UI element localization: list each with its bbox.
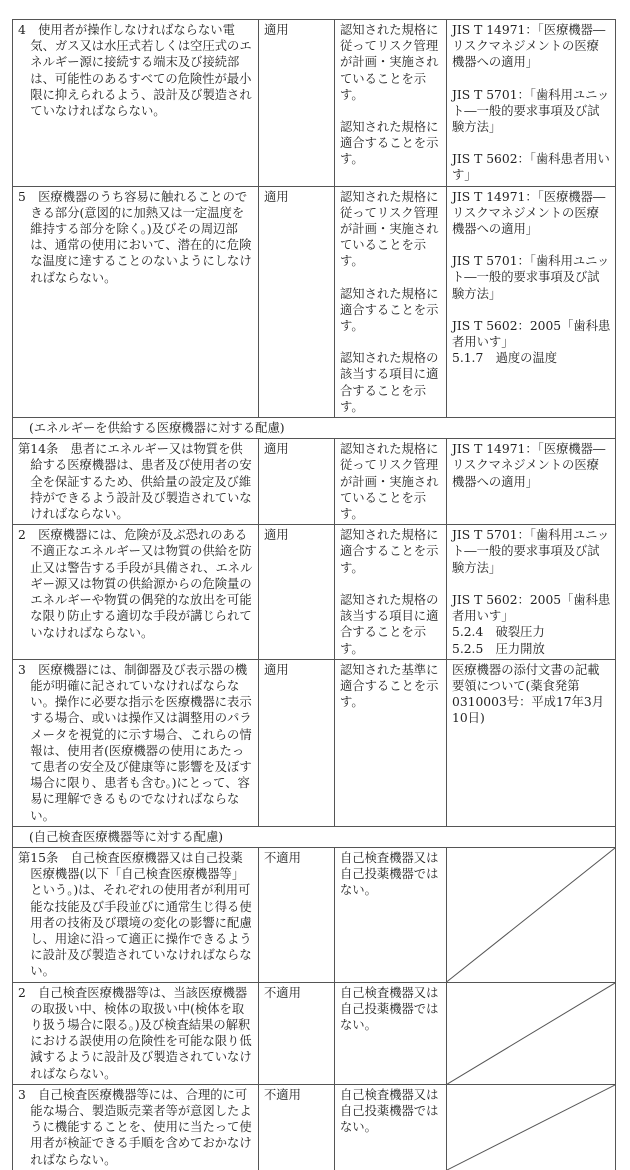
conformity-method: 認知された規格に適合することを示す。 [340,286,439,334]
standard-reference: JIS T 5701：「歯科用ユニット―一般的要求事項及び試験方法」 [452,87,610,135]
conformity-method-cell [335,847,447,982]
conformity-method: 自己検査機器又は自己投薬機器ではない。 [340,1087,439,1135]
applicability-cell: 適用 [259,20,335,187]
not-applicable-diagonal [447,1085,615,1170]
conformity-method-cell [335,1084,447,1170]
applicability-cell: 不適用 [259,847,335,982]
conformity-method: 認知された規格の該当する項目に適合することを示す。 [340,351,439,414]
conformity-method: 認知された基準に適合することを示す。 [340,662,439,710]
table-row [13,982,616,1084]
applicability-cell: 不適用 [259,1084,335,1170]
standard-reference: JIS T 5701：「歯科用ユニット―一般的要求事項及び試験方法」 [452,528,610,575]
conformity-method-cell [335,659,447,826]
requirement-cell: 4 使用者が操作しなければならない電気、ガス又は水圧式若しくは空圧式のエネルギー源に接続する端末及び接続部は、可能性のあるすべての危険性が最小限に抑えられるよう、設計及び製造されていなければならない。 [13,20,259,187]
standard-reference: JIS T 14971：「医療機器―リスクマネジメントの医療機器への適用」 [452,23,606,70]
table-row [13,659,616,826]
conformity-method: 認知された規格に従ってリスク管理が計画・実施されていることを示す。 [340,23,439,102]
table-row [13,186,616,417]
conformity-method: 認知された規格に適合することを示す。 [340,120,439,167]
requirement-cell: 2 自己検査医療機器等は、当該医療機器の取扱い中、検体の取扱い中(検体を取り扱う場合に限る。)及び検査結果の解釈における誤使用の危険性を可能な限り低減するように設計及び製造されていなければならない。 [13,982,259,1084]
standard-cell [447,20,616,187]
applicability-cell: 適用 [259,186,335,417]
section-title: (自己検査医療機器等に対する配慮) [13,826,616,847]
conformity-method-cell [335,439,447,525]
standard-reference: JIS T 5602：「歯科患者用いす」 [452,152,610,183]
standard-reference: JIS T 5602：2005「歯科患者用いす」 5.1.7 過度の温度 [452,318,611,366]
conformity-method-cell [335,186,447,417]
conformity-method: 認知された規格に適合することを示す。 [340,528,439,575]
section-title: (エネルギーを供給する医療機器に対する配慮) [13,418,616,439]
applicability-cell: 適用 [259,525,335,659]
requirement-cell: 3 医療機器には、制御器及び表示器の機能が明確に記されていなければならない。操作に必要な指示を医療機器に表示する場合、或いは操作又は調整用のパラメータを視覚的に示す場合、これらの情報は、使用者(医療機器の使用にあたって患者の安全及び健康等に影響を及ぼす場合に限り、患者も含む。)にとって、容易に理解できるものでなければならない。 [13,659,259,826]
applicability-cell: 適用 [259,439,335,525]
conformity-method-cell [335,982,447,1084]
standard-cell [447,439,616,525]
section-header-row [13,826,616,847]
conformity-method-cell [335,20,447,187]
not-applicable-diagonal [447,848,615,982]
conformity-method: 自己検査機器又は自己投薬機器ではない。 [340,985,439,1032]
applicability-cell: 適用 [259,659,335,826]
essential-requirements-table [12,19,616,1170]
table-row [13,525,616,659]
standard-reference: JIS T 5602：2005「歯科患者用いす」 5.2.4 破裂圧力 5.2.5 圧力開放 [452,592,611,656]
standard-cell [447,847,616,982]
requirement-cell: 5 医療機器のうち容易に触れることのできる部分(意図的に加熱又は一定温度を維持する部分を除く。)及びその周辺部は、通常の使用において、潜在的に危険な温度に達することのないようにしなければならない。 [13,186,259,417]
applicability-cell: 不適用 [259,982,335,1084]
requirement-cell: 2 医療機器には、危険が及ぶ恐れのある不適正なエネルギー又は物質の供給を防止又は警告する手段が具備され、エネルギー源又は物質の供給源からの危険量のエネルギーや物質の偶発的な放出を可能な限り防止する適切な手段が講じられていなければならない。 [13,525,259,659]
requirement-cell: 3 自己検査医療機器等には、合理的に可能な場合、製造販売業者等が意図したように機能することを、使用に当たって使用者が検証できる手順を含めておかなければならない。 [13,1084,259,1170]
standard-cell [447,982,616,1084]
requirement-cell: 第14条 患者にエネルギー又は物質を供給する医療機器は、患者及び使用者の安全を保証するため、供給量の設定及び維持ができるよう設計及び製造されていなければならない。 [13,439,259,525]
not-applicable-diagonal [447,983,615,1084]
requirement-cell: 第15条 自己検査医療機器又は自己投薬医療機器(以下「自己検査医療機器等」という。)は、それぞれの使用者が利用可能な技能及び手段並びに通常生じ得る使用者の技術及び環境の変化の影響に配慮し、用途に沿って適正に操作できるように設計及び製造されていなければならない。 [13,847,259,982]
standard-reference: 医療機器の添付文書の記載要領について(薬食発第0310003号：平成17年3月10日) [452,662,605,726]
standard-reference: JIS T 14971：「医療機器―リスクマネジメントの医療機器への適用」 [452,189,606,237]
standard-cell [447,525,616,659]
conformity-method-cell [335,525,447,659]
section-header-row [13,418,616,439]
standard-reference: JIS T 14971：「医療機器―リスクマネジメントの医療機器への適用」 [452,442,606,489]
table-row [13,439,616,525]
standard-cell [447,186,616,417]
conformity-method: 認知された規格の該当する項目に適合することを示す。 [340,592,439,656]
standard-cell [447,659,616,826]
table-row [13,20,616,187]
table-row [13,1084,616,1170]
conformity-method: 自己検査機器又は自己投薬機器ではない。 [340,850,439,898]
conformity-method: 認知された規格に従ってリスク管理が計画・実施されていることを示す。 [340,442,439,522]
conformity-method: 認知された規格に従ってリスク管理が計画・実施されていることを示す。 [340,189,439,269]
standard-cell [447,1084,616,1170]
table-row [13,847,616,982]
standard-reference: JIS T 5701：「歯科用ユニット―一般的要求事項及び試験方法」 [452,254,610,301]
